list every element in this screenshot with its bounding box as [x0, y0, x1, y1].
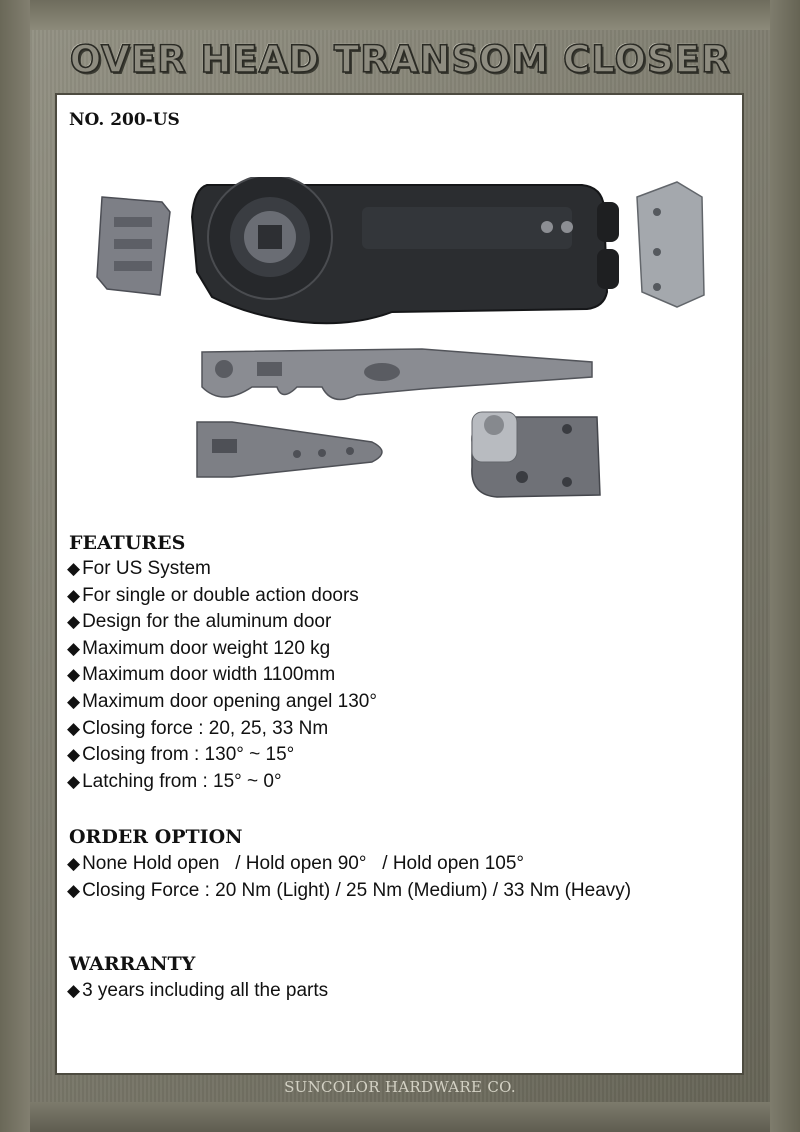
list-item: ◆ Closing force : 20, 25, 33 Nm [67, 716, 377, 743]
diamond-bullet-icon: ◆ [67, 854, 81, 873]
diamond-bullet-icon: ◆ [67, 718, 81, 738]
features-heading: FEATURES [69, 532, 186, 554]
warranty-heading: WARRANTY [69, 953, 196, 975]
order-option-list [67, 851, 631, 904]
diamond-bullet-icon: ◆ [67, 612, 81, 632]
diamond-bullet-icon: ◆ [67, 745, 81, 765]
diamond-bullet-icon: ◆ [67, 638, 81, 658]
list-item: ◆ Maximum door opening angel 130° [67, 689, 377, 716]
closer-body-part [192, 177, 619, 323]
end-cap-part [97, 197, 170, 295]
list-item: ◆ Closing from : 130° ~ 15° [67, 742, 377, 769]
list-item: ◆ Latching from : 15° ~ 0° [67, 769, 377, 796]
diamond-bullet-icon: ◆ [67, 585, 81, 605]
angle-bracket-part [637, 182, 704, 307]
list-item: ◆ Design for the aluminum door [67, 609, 377, 636]
features-list [67, 556, 377, 795]
diamond-bullet-icon: ◆ [67, 771, 81, 791]
page-title: OVER HEAD TRANSOM CLOSER [69, 38, 731, 81]
frame-bevel-top [0, 0, 800, 30]
bottom-pivot-part [472, 412, 600, 497]
frame-bevel-left [0, 0, 30, 1132]
diamond-bullet-icon: ◆ [67, 880, 81, 900]
diamond-bullet-icon: ◆ [67, 665, 81, 685]
diamond-bullet-icon: ◆ [67, 559, 81, 578]
warranty-list [67, 978, 328, 1005]
list-item: ◆ 3 years including all the parts [67, 978, 328, 1005]
order-option-heading: ORDER OPTION [69, 826, 243, 848]
list-item: ◆ For single or double action doors [67, 583, 377, 610]
diamond-bullet-icon: ◆ [67, 981, 81, 1000]
frame-bevel-bottom [0, 1102, 800, 1132]
company-footer: SUNCOLOR HARDWARE CO. [284, 1078, 516, 1096]
list-item: ◆ Maximum door width 1100mm [67, 662, 377, 689]
pivot-plate-part [197, 422, 382, 477]
product-photo [92, 177, 717, 507]
arm-part [202, 349, 592, 400]
content-panel [57, 95, 742, 1073]
list-item: ◆ Maximum door weight 120 kg [67, 636, 377, 663]
frame-bevel-right [770, 0, 800, 1132]
diamond-bullet-icon: ◆ [67, 691, 81, 711]
list-item: ◆ None Hold open / Hold open 90° / Hold open 105° [67, 851, 631, 878]
list-item: ◆ For US System [67, 556, 377, 583]
model-number: NO. 200-US [69, 110, 180, 130]
list-item: ◆ Closing Force : 20 Nm (Light) / 25 Nm (Medium) / 33 Nm (Heavy) [67, 878, 631, 905]
